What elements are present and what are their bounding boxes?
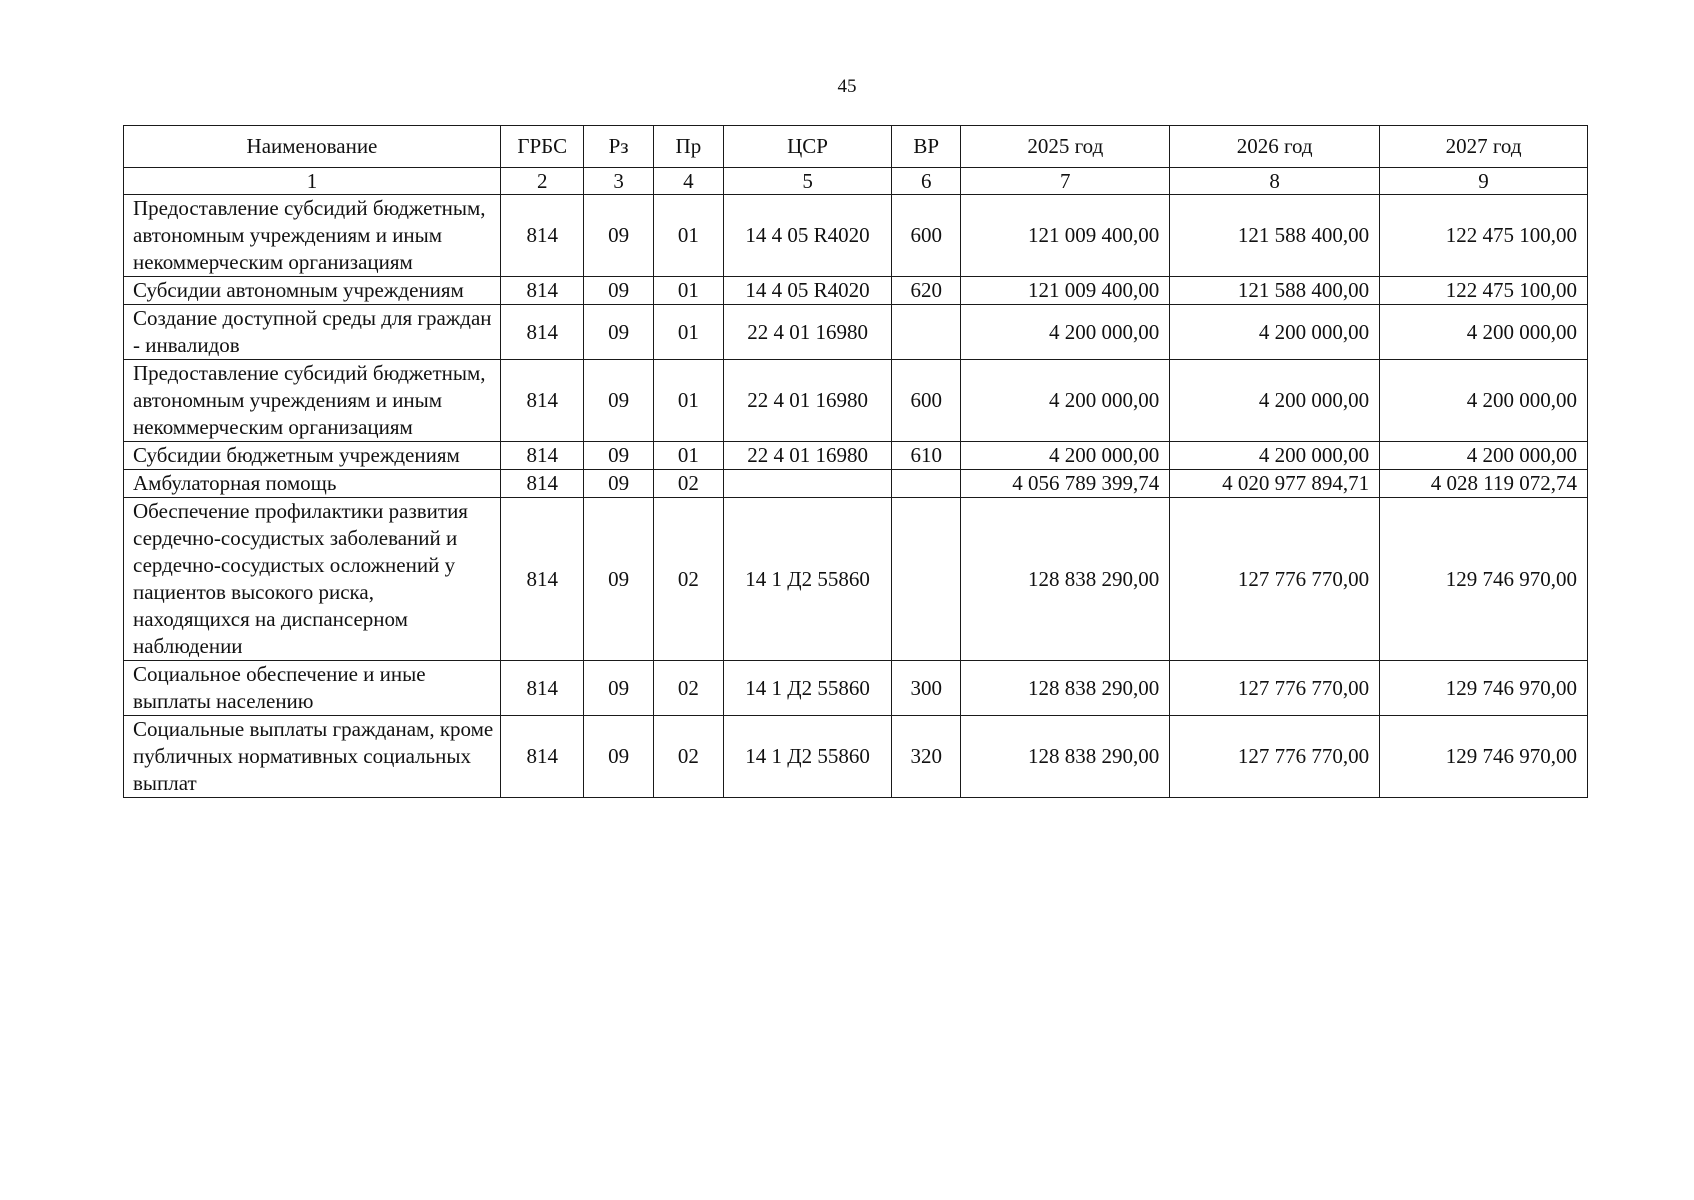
row-grbs: 814 <box>500 305 584 360</box>
row-amount-2025: 121 009 400,00 <box>961 277 1170 305</box>
table-row <box>124 661 1588 716</box>
row-name: Обеспечение профилактики развития сердечно-сосудистых заболеваний и сердечно-сосудистых осложнений у пациентов высокого риска, находящихся на диспансерном наблюдении <box>124 498 501 661</box>
column-number: 3 <box>584 168 653 195</box>
row-grbs: 814 <box>500 277 584 305</box>
table-row <box>124 277 1588 305</box>
header-vr: ВР <box>892 126 961 168</box>
row-grbs: 814 <box>500 360 584 442</box>
row-grbs: 814 <box>500 442 584 470</box>
row-vr: 600 <box>892 360 961 442</box>
row-pr: 02 <box>653 498 723 661</box>
column-number: 6 <box>892 168 961 195</box>
row-vr <box>892 498 961 661</box>
header-2027: 2027 год <box>1380 126 1588 168</box>
table-row <box>124 360 1588 442</box>
row-name: Амбулаторная помощь <box>124 470 501 498</box>
header-row <box>124 126 1588 168</box>
table-row <box>124 442 1588 470</box>
row-name: Предоставление субсидий бюджетным, автономным учреждениям и иным некоммерческим организациям <box>124 195 501 277</box>
table-row <box>124 498 1588 661</box>
row-rz: 09 <box>584 360 653 442</box>
column-number: 8 <box>1170 168 1380 195</box>
row-csr: 22 4 01 16980 <box>724 442 892 470</box>
row-amount-2026: 121 588 400,00 <box>1170 277 1380 305</box>
row-amount-2025: 128 838 290,00 <box>961 661 1170 716</box>
row-pr: 01 <box>653 442 723 470</box>
row-name: Предоставление субсидий бюджетным, автономным учреждениям и иным некоммерческим организациям <box>124 360 501 442</box>
row-amount-2027: 129 746 970,00 <box>1380 716 1588 798</box>
row-amount-2026: 4 200 000,00 <box>1170 360 1380 442</box>
row-amount-2027: 122 475 100,00 <box>1380 277 1588 305</box>
header-pr: Пр <box>653 126 723 168</box>
row-amount-2025: 121 009 400,00 <box>961 195 1170 277</box>
row-amount-2026: 121 588 400,00 <box>1170 195 1380 277</box>
budget-table <box>123 125 1588 798</box>
row-amount-2027: 122 475 100,00 <box>1380 195 1588 277</box>
header-grbs: ГРБС <box>500 126 584 168</box>
column-number: 1 <box>124 168 501 195</box>
row-name: Субсидии бюджетным учреждениям <box>124 442 501 470</box>
header-2026: 2026 год <box>1170 126 1380 168</box>
row-amount-2027: 129 746 970,00 <box>1380 661 1588 716</box>
row-vr <box>892 305 961 360</box>
row-pr: 02 <box>653 716 723 798</box>
row-amount-2025: 4 200 000,00 <box>961 360 1170 442</box>
row-csr <box>724 470 892 498</box>
row-pr: 01 <box>653 277 723 305</box>
header-name: Наименование <box>124 126 501 168</box>
row-rz: 09 <box>584 661 653 716</box>
row-pr: 01 <box>653 195 723 277</box>
row-pr: 01 <box>653 305 723 360</box>
row-amount-2027: 4 200 000,00 <box>1380 305 1588 360</box>
row-vr: 600 <box>892 195 961 277</box>
row-grbs: 814 <box>500 195 584 277</box>
header-csr: ЦСР <box>724 126 892 168</box>
row-grbs: 814 <box>500 661 584 716</box>
row-amount-2027: 4 028 119 072,74 <box>1380 470 1588 498</box>
row-rz: 09 <box>584 305 653 360</box>
row-amount-2026: 127 776 770,00 <box>1170 661 1380 716</box>
column-number: 9 <box>1380 168 1588 195</box>
row-grbs: 814 <box>500 716 584 798</box>
row-amount-2025: 4 200 000,00 <box>961 305 1170 360</box>
row-vr: 300 <box>892 661 961 716</box>
row-amount-2027: 129 746 970,00 <box>1380 498 1588 661</box>
row-amount-2025: 128 838 290,00 <box>961 716 1170 798</box>
column-number: 4 <box>653 168 723 195</box>
row-amount-2026: 4 020 977 894,71 <box>1170 470 1380 498</box>
row-csr: 22 4 01 16980 <box>724 305 892 360</box>
row-vr <box>892 470 961 498</box>
row-csr: 14 4 05 R4020 <box>724 277 892 305</box>
row-rz: 09 <box>584 277 653 305</box>
row-rz: 09 <box>584 470 653 498</box>
row-vr: 610 <box>892 442 961 470</box>
row-amount-2026: 127 776 770,00 <box>1170 498 1380 661</box>
row-rz: 09 <box>584 498 653 661</box>
row-csr: 14 1 Д2 55860 <box>724 498 892 661</box>
row-amount-2027: 4 200 000,00 <box>1380 360 1588 442</box>
row-pr: 01 <box>653 360 723 442</box>
row-csr: 14 4 05 R4020 <box>724 195 892 277</box>
table-row <box>124 305 1588 360</box>
column-number: 7 <box>961 168 1170 195</box>
row-grbs: 814 <box>500 470 584 498</box>
row-csr: 14 1 Д2 55860 <box>724 661 892 716</box>
column-number: 5 <box>724 168 892 195</box>
row-rz: 09 <box>584 195 653 277</box>
row-amount-2025: 4 200 000,00 <box>961 442 1170 470</box>
row-name: Создание доступной среды для граждан - инвалидов <box>124 305 501 360</box>
row-amount-2025: 4 056 789 399,74 <box>961 470 1170 498</box>
header-2025: 2025 год <box>961 126 1170 168</box>
row-pr: 02 <box>653 661 723 716</box>
row-csr: 14 1 Д2 55860 <box>724 716 892 798</box>
row-csr: 22 4 01 16980 <box>724 360 892 442</box>
row-amount-2026: 4 200 000,00 <box>1170 442 1380 470</box>
column-number: 2 <box>500 168 584 195</box>
row-rz: 09 <box>584 442 653 470</box>
row-vr: 620 <box>892 277 961 305</box>
row-amount-2027: 4 200 000,00 <box>1380 442 1588 470</box>
column-number-row <box>124 168 1588 195</box>
row-name: Социальные выплаты гражданам, кроме публичных нормативных социальных выплат <box>124 716 501 798</box>
page-number: 45 <box>837 76 857 97</box>
row-name: Социальное обеспечение и иные выплаты населению <box>124 661 501 716</box>
table-row <box>124 716 1588 798</box>
row-pr: 02 <box>653 470 723 498</box>
table-row <box>124 195 1588 277</box>
table-row <box>124 470 1588 498</box>
row-grbs: 814 <box>500 498 584 661</box>
row-vr: 320 <box>892 716 961 798</box>
row-name: Субсидии автономным учреждениям <box>124 277 501 305</box>
row-amount-2026: 127 776 770,00 <box>1170 716 1380 798</box>
header-rz: Рз <box>584 126 653 168</box>
row-amount-2025: 128 838 290,00 <box>961 498 1170 661</box>
row-rz: 09 <box>584 716 653 798</box>
row-amount-2026: 4 200 000,00 <box>1170 305 1380 360</box>
